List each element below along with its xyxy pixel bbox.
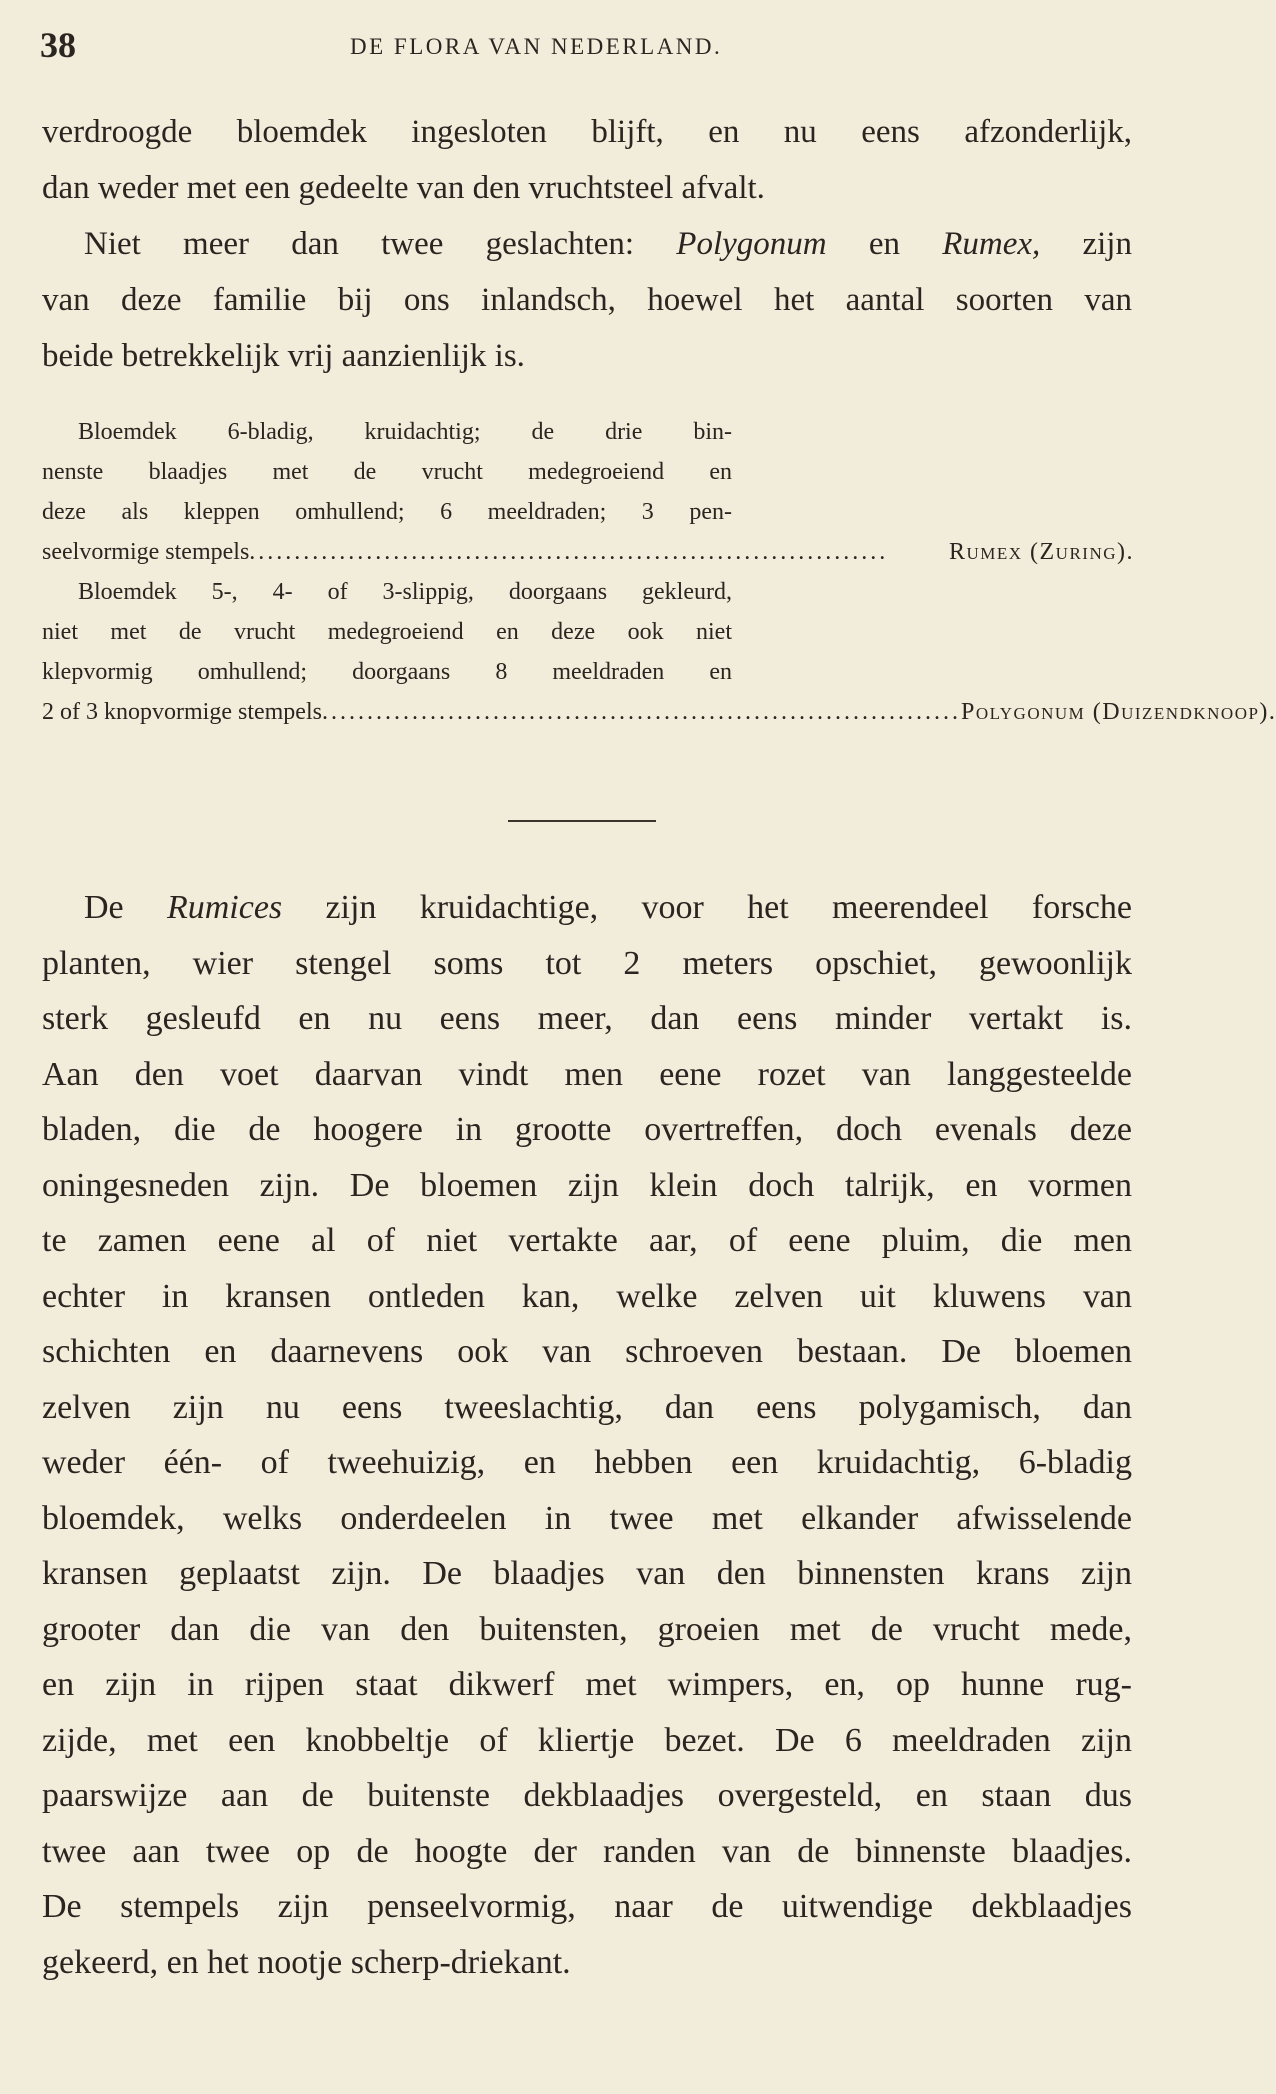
text-line: beide betrekkelijk vrij aanzienlijk is. xyxy=(42,338,525,374)
text-line: weder één- of tweehuizig, en hebben een kruidachtig, 6-bladig xyxy=(42,1444,1132,1481)
text-span: zijn xyxy=(1040,226,1132,262)
key-line: 2 of 3 knopvormige stempels xyxy=(42,699,322,725)
genus-name: Polygonum xyxy=(676,226,827,262)
identification-key xyxy=(42,412,1276,732)
genus-name: Rumices xyxy=(166,889,283,926)
leader-dots: ....................................................................... xyxy=(249,539,889,565)
text-line: grooter dan die van den buitensten, groeien met de vrucht mede, xyxy=(42,1610,1132,1648)
leader-dots: ....................................................................... xyxy=(321,699,961,725)
key-line: nenste blaadjes met de vrucht medegroeiend en xyxy=(42,459,732,485)
genus-name: Rumex, xyxy=(942,226,1041,262)
key-result: Rumex (Zuring). xyxy=(948,539,1134,565)
text-line: zelven zijn nu eens tweeslachtig, dan eens polygamisch, dan xyxy=(42,1388,1132,1426)
page-header xyxy=(40,24,1130,74)
text-span: De xyxy=(84,889,167,926)
key-line: deze als kleppen omhullend; 6 meeldraden; 3 pen- xyxy=(42,499,732,525)
section-divider xyxy=(508,820,656,822)
text-line: kransen geplaatst zijn. De blaadjes van den binnensten krans zijn xyxy=(42,1555,1132,1592)
key-result: Polygonum (Duizendknoop). xyxy=(960,699,1276,725)
text-line: bladen, die de hoogere in grootte overtreffen, doch evenals deze xyxy=(42,1111,1132,1148)
text-line: verdroogde bloemdek ingesloten blijft, en nu eens afzonderlijk, xyxy=(42,114,1132,150)
text-line: planten, wier stengel soms tot 2 meters opschiet, gewoonlijk xyxy=(42,944,1132,982)
text-line: van deze familie bij ons inlandsch, hoewel het aantal soorten van xyxy=(42,282,1132,318)
text-line: twee aan twee op de hoogte der randen van de binnenste blaadjes. xyxy=(42,1832,1132,1870)
text-span: Niet meer dan twee geslachten: xyxy=(84,226,677,262)
text-line: oningesneden zijn. De bloemen zijn klein doch talrijk, en vormen xyxy=(42,1166,1132,1204)
page-number: 38 xyxy=(40,25,76,65)
text-line: te zamen eene al of niet vertakte aar, of eene pluim, die men xyxy=(42,1222,1132,1259)
text-line: en zijn in rijpen staat dikwerf met wimpers, en, op hunne rug- xyxy=(42,1666,1132,1703)
key-line: seelvormige stempels xyxy=(42,539,250,565)
body-paragraph xyxy=(42,880,1132,1990)
text-line: paarswijze aan de buitenste dekblaadjes overgesteld, en staan dus xyxy=(42,1777,1132,1814)
text-line: dan weder met een gedeelte van den vruchtsteel afvalt. xyxy=(42,170,765,206)
text-line: Aan den voet daarvan vindt men eene rozet van langgesteelde xyxy=(42,1055,1132,1093)
text-line: schichten en daarnevens ook van schroeven bestaan. De bloemen xyxy=(42,1333,1132,1370)
running-title: DE FLORA VAN NEDERLAND. xyxy=(350,34,723,59)
text-span: en xyxy=(826,226,943,262)
key-result-line xyxy=(42,692,1276,732)
key-line: niet met de vrucht medegroeiend en deze ook niet xyxy=(42,619,732,645)
text-line: bloemdek, welks onderdeelen in twee met elkander afwisselende xyxy=(42,1499,1132,1537)
text-line xyxy=(42,216,1132,272)
text-line xyxy=(42,880,1132,936)
key-line: klepvormig omhullend; doorgaans 8 meeldraden en xyxy=(42,659,732,685)
text-line: sterk gesleufd en nu eens meer, dan eens minder vertakt is. xyxy=(42,1000,1132,1037)
intro-paragraph xyxy=(42,104,1132,384)
key-result-line xyxy=(42,532,1134,572)
text-line: echter in kransen ontleden kan, welke zelven uit kluwens van xyxy=(42,1277,1132,1315)
text-line: gekeerd, en het nootje scherp-driekant. xyxy=(42,1943,571,1981)
text-span: zijn kruidachtige, voor het meerendeel forsche xyxy=(282,889,1132,926)
text-line: zijde, met een knobbeltje of kliertje bezet. De 6 meeldraden zijn xyxy=(42,1721,1132,1759)
key-line: Bloemdek 6-bladig, kruidachtig; de drie bin- xyxy=(78,419,732,445)
key-line: Bloemdek 5-, 4- of 3-slippig, doorgaans gekleurd, xyxy=(78,579,732,605)
text-line: De stempels zijn penseelvormig, naar de uitwendige dekblaadjes xyxy=(42,1888,1132,1925)
